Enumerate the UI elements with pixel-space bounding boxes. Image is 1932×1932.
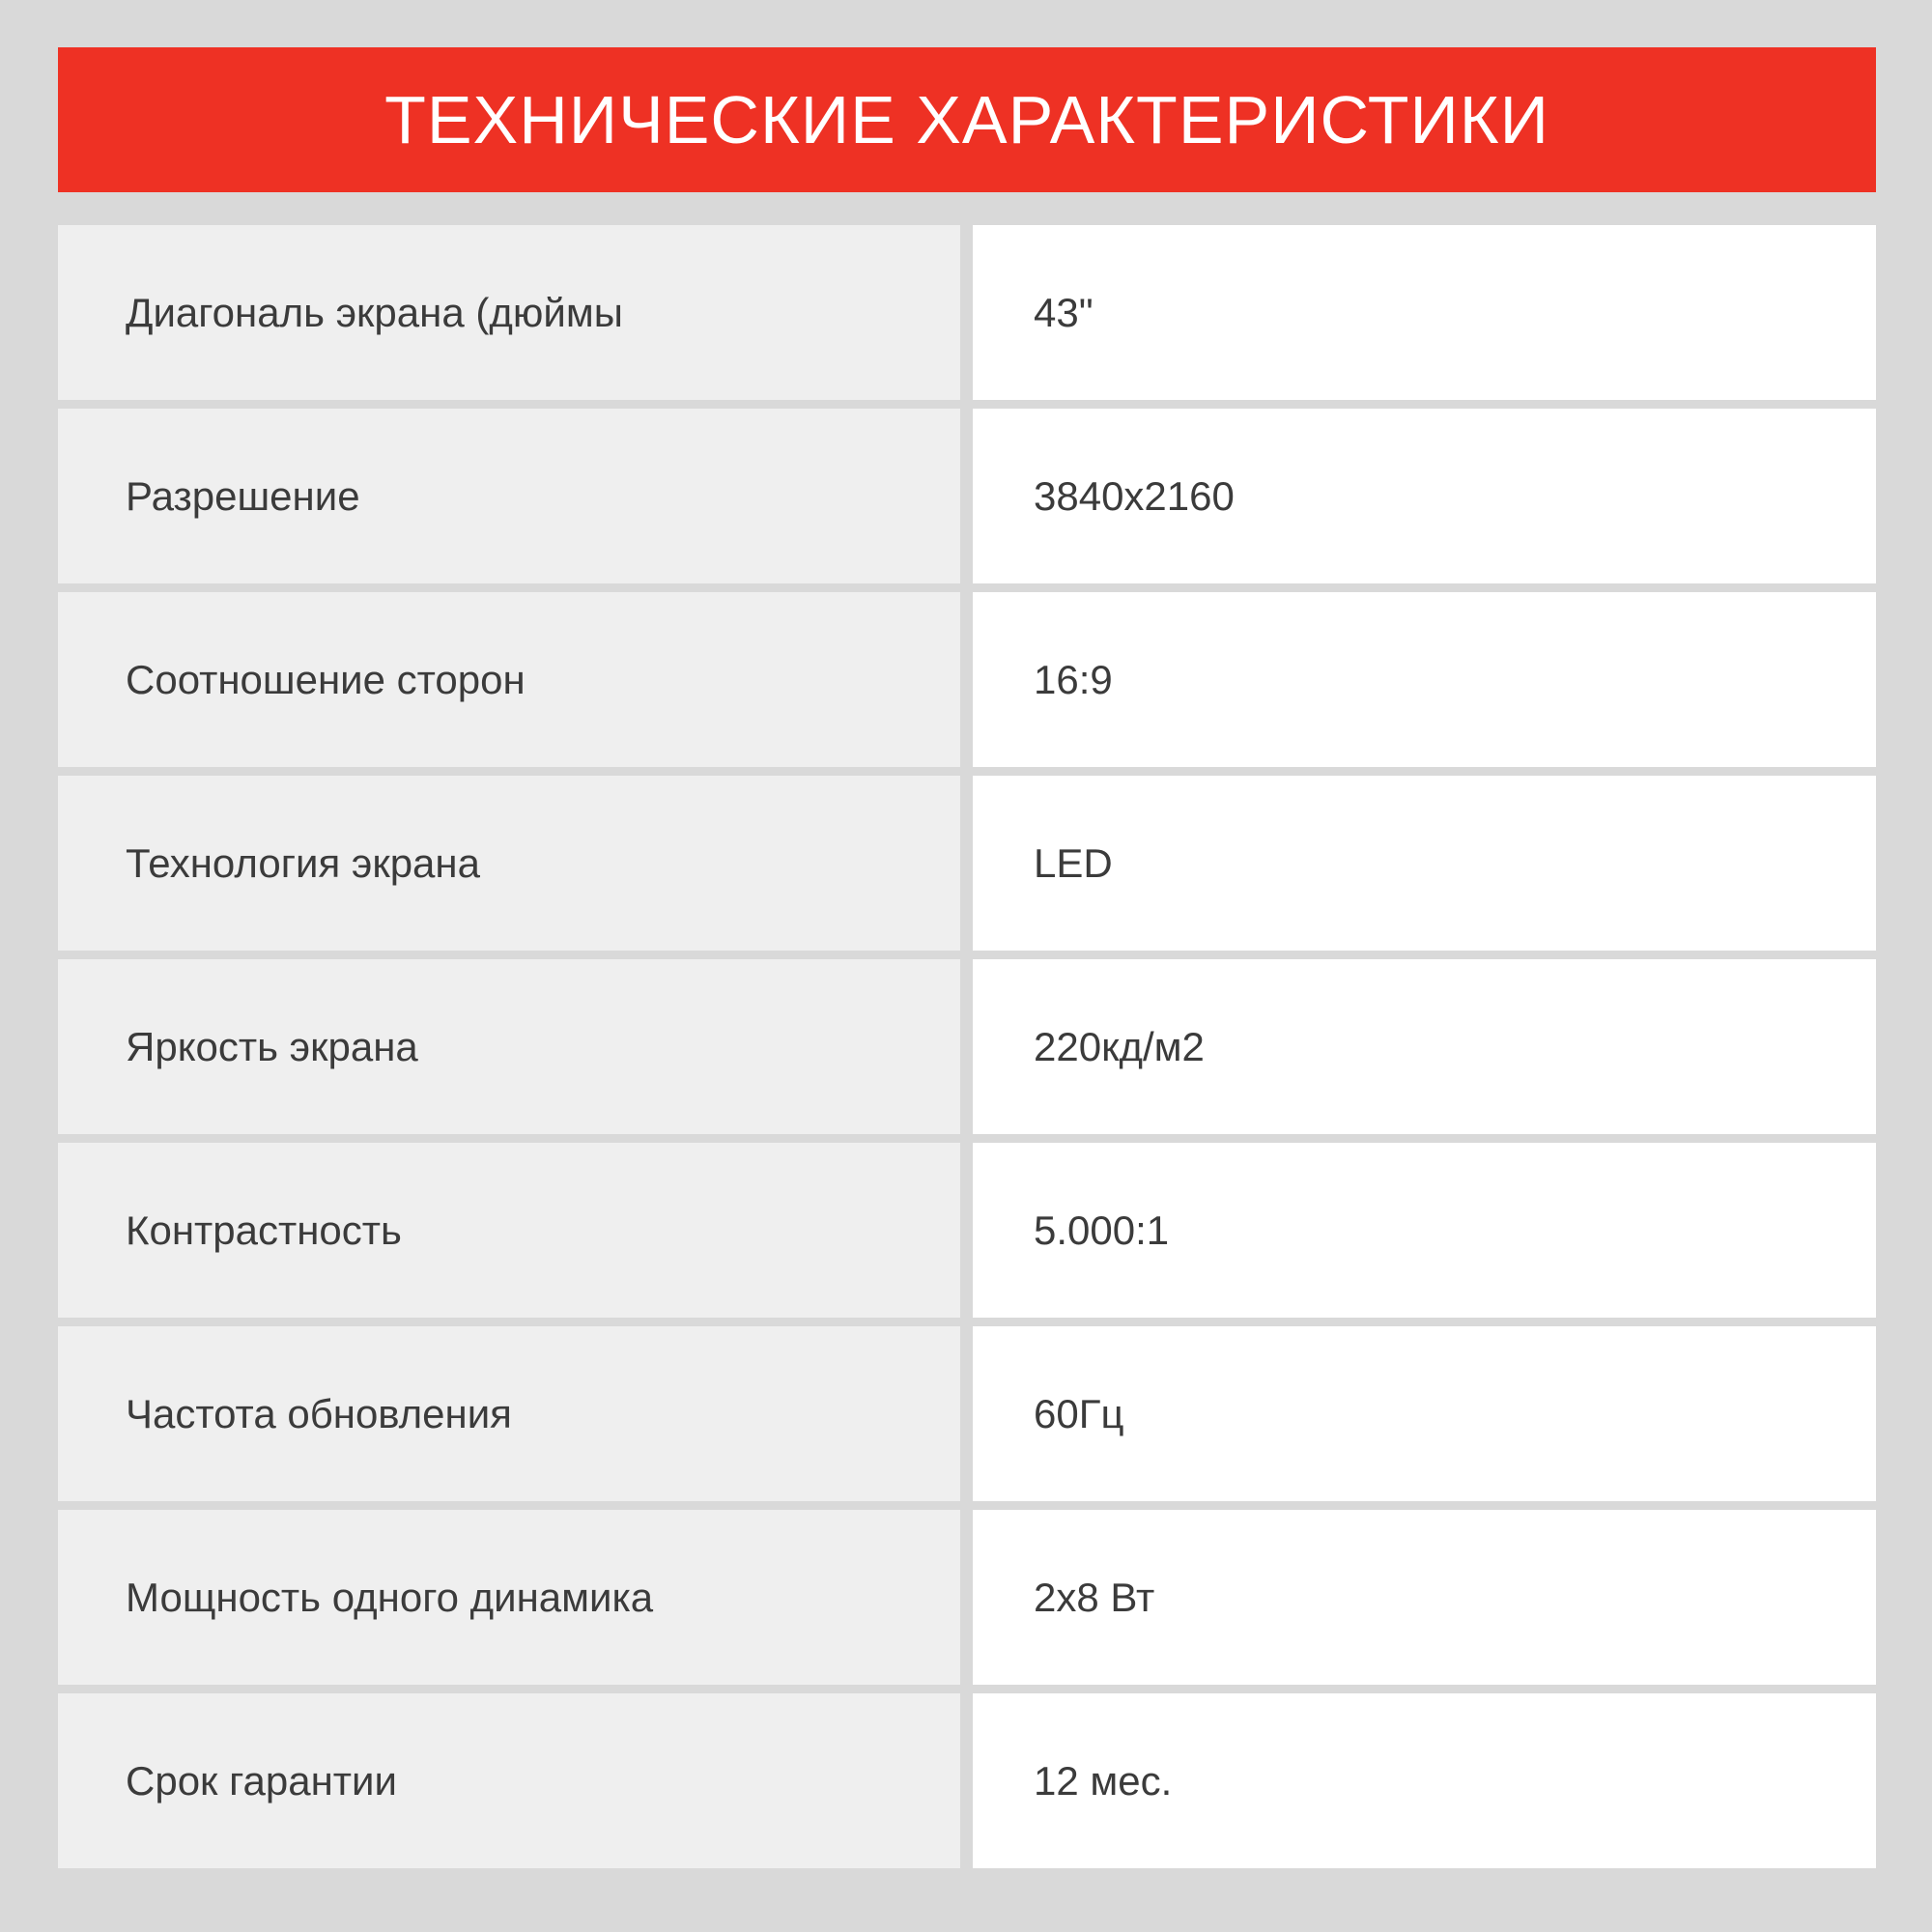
spec-label: Срок гарантии [58,1693,960,1868]
spec-row-refresh-rate [58,1326,1876,1501]
spec-row-resolution [58,409,1876,583]
page-title: ТЕХНИЧЕСКИЕ ХАРАКТЕРИСТИКИ [384,82,1549,157]
spec-row-screen-technology [58,776,1876,951]
spec-value: 220кд/м2 [973,959,1876,1134]
spec-value: 2x8 Вт [973,1510,1876,1685]
spec-value: 43" [973,225,1876,400]
spec-label: Соотношение сторон [58,592,960,767]
spec-table [58,225,1876,1868]
spec-row-diagonal [58,225,1876,400]
spec-row-aspect-ratio [58,592,1876,767]
spec-value: 5.000:1 [973,1143,1876,1318]
spec-label: Мощность одного динамика [58,1510,960,1685]
spec-row-warranty [58,1693,1876,1868]
spec-row-brightness [58,959,1876,1134]
spec-label: Диагональ экрана (дюймы [58,225,960,400]
spec-label: Контрастность [58,1143,960,1318]
spec-row-contrast [58,1143,1876,1318]
spec-value: 16:9 [973,592,1876,767]
spec-value: 60Гц [973,1326,1876,1501]
spec-value: 12 мес. [973,1693,1876,1868]
spec-value: 3840x2160 [973,409,1876,583]
spec-label: Технология экрана [58,776,960,951]
spec-value: LED [973,776,1876,951]
header-banner [58,47,1876,192]
spec-label: Яркость экрана [58,959,960,1134]
spec-label: Частота обновления [58,1326,960,1501]
spec-label: Разрешение [58,409,960,583]
spec-row-speaker-power [58,1510,1876,1685]
